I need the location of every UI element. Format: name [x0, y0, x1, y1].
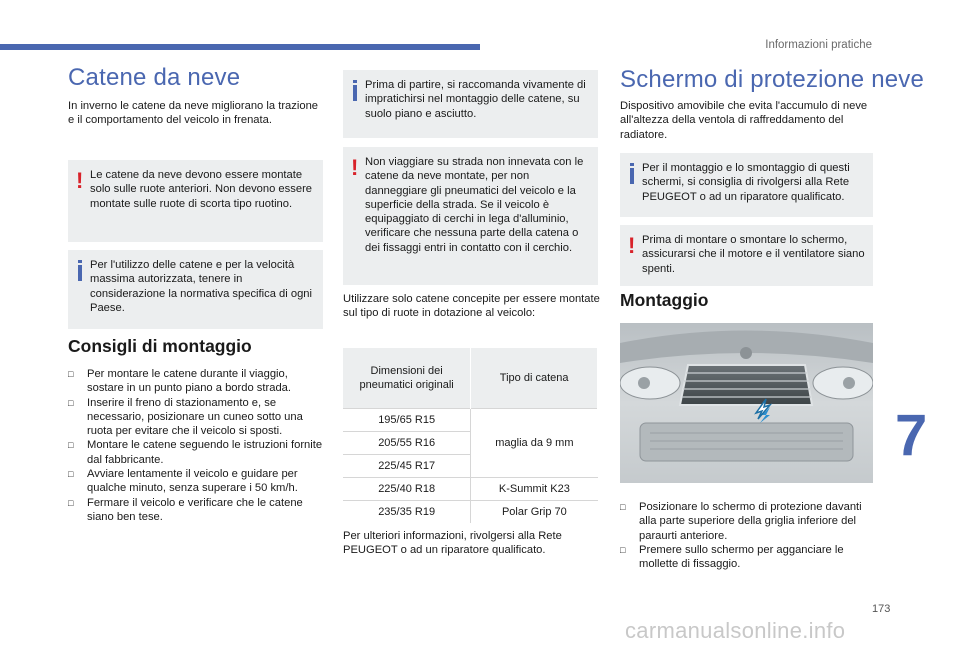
tyre-size-cell: 195/65 R15	[343, 408, 471, 431]
info-text: Per il montaggio e lo smontaggio di questi schermi, si consiglia di rivolgersi alla Rete PEUGEOT o ad un riparatore qualificato.	[642, 162, 850, 203]
tyre-size-cell: 225/40 R18	[343, 477, 471, 500]
page-number: 173	[872, 603, 891, 615]
info-text: Prima di partire, si raccomanda vivamente di impratichirsi nel montaggio delle catene, su suolo piano e asciutto.	[365, 79, 586, 120]
table-row	[343, 477, 598, 500]
tips-list	[68, 367, 323, 524]
warning-text: Non viaggiare su strada non innevata con le catene da neve montate, per non danneggiare gli pneumatici del veicolo e la superficie della strada. Se il veicolo è equipaggiato di cerchi in lega d'alluminio, verificare che nessuna parte della catena o dei fissaggi entri in contatto con il cerchio.	[365, 156, 584, 254]
warning-icon: !	[628, 233, 636, 258]
check-icon: □	[68, 469, 74, 480]
watermark: carmanualsonline.info	[625, 618, 846, 643]
table-row	[343, 500, 598, 523]
intro-text: In inverno le catene da neve migliorano la trazione e il comportamento del veicolo in frenata.	[68, 100, 319, 127]
check-icon: □	[620, 502, 626, 512]
car-front-illustration	[620, 323, 873, 483]
tyre-size-cell: 235/35 R19	[343, 500, 471, 523]
tyre-size-cell: 225/45 R17	[343, 454, 471, 477]
mount-steps-list	[620, 500, 873, 571]
title-montaggio: Montaggio	[620, 290, 709, 310]
car-front-grille-image	[620, 323, 873, 483]
list-item: □ Inserire il freno di stazionamento e, se necessario, posizionare un cuneo sotto una ruota per evitare che il veicolo si sposti.	[68, 396, 303, 438]
chapter-tab-number: 7	[895, 403, 928, 468]
title-catene-da-neve: Catene da neve	[68, 64, 241, 91]
warning-box-road	[343, 147, 598, 285]
chain-type-cell: maglia da 9 mm	[471, 408, 598, 477]
title-consigli-montaggio: Consigli di montaggio	[68, 336, 252, 356]
info-icon	[353, 80, 357, 102]
check-icon: □	[620, 544, 626, 555]
title-schermo-protezione: Schermo di protezione neve	[620, 66, 925, 93]
tyre-size-cell: 205/55 R16	[343, 431, 471, 454]
warning-text: Le catene da neve devono essere montate solo sulle ruote anteriori. Non devono essere montate sulle ruote di scorta tipo ruotino.	[90, 169, 313, 210]
use-only-text: Utilizzare solo catene concepite per essere montate sul tipo di ruote in dotazione al veicolo:	[343, 293, 600, 320]
warning-icon: !	[76, 168, 84, 193]
intro-text: Dispositivo amovibile che evita l'accumulo di neve all'altezza della ventola di raffreddamento del radiatore.	[620, 100, 868, 141]
check-icon: □	[68, 369, 74, 379]
warning-box-front-wheels	[68, 160, 323, 242]
tyre-chain-table	[343, 348, 598, 523]
table-header-tyre: Dimensioni dei pneumatici originali	[343, 348, 471, 408]
table-header-chain: Tipo di catena	[471, 348, 598, 408]
check-icon: □	[68, 397, 74, 408]
list-item: □ Avviare lentamente il veicolo e guidare per qualche minuto, senza superare i 50 km/h.	[68, 468, 298, 495]
chain-type-cell: Polar Grip 70	[471, 500, 598, 523]
info-icon	[630, 163, 634, 185]
chain-type-cell: K-Summit K23	[471, 477, 598, 500]
info-box-practice	[343, 70, 598, 138]
list-item: □ Fermare il veicolo e verificare che le catene siano ben tese.	[68, 496, 303, 523]
list-item: □ Per montare le catene durante il viaggio, sostare in un punto piano a bordo strada.	[68, 368, 292, 395]
more-info-text: Per ulteriori informazioni, rivolgersi alla Rete PEUGEOT o ad un riparatore qualificato.	[343, 530, 562, 557]
list-item: □ Premere sullo schermo per agganciare le mollette di fissaggio.	[620, 543, 844, 571]
info-box-regulation	[68, 250, 323, 329]
check-icon: □	[68, 440, 74, 451]
warning-icon: !	[351, 155, 359, 180]
check-icon: □	[68, 497, 74, 508]
list-item: □ Montare le catene seguendo le istruzioni fornite dal fabbricante.	[68, 439, 323, 466]
warning-box-engine-off	[620, 225, 873, 286]
warning-text: Prima di montare o smontare lo schermo, assicurarsi che il motore e il ventilatore siano spenti.	[642, 234, 865, 275]
top-accent-bar	[0, 44, 480, 50]
table-row	[343, 408, 598, 431]
section-header: Informazioni pratiche	[765, 39, 872, 51]
info-box-dealer	[620, 153, 873, 217]
info-text: Per l'utilizzo delle catene e per la velocità massima autorizzata, tenere in considerazione la normativa specifica di ogni Paese.	[90, 259, 313, 314]
list-item: □ Posizionare lo schermo di protezione davanti alla parte superiore della griglia inferiore del paraurti anteriore.	[620, 501, 862, 542]
info-icon	[78, 260, 82, 282]
